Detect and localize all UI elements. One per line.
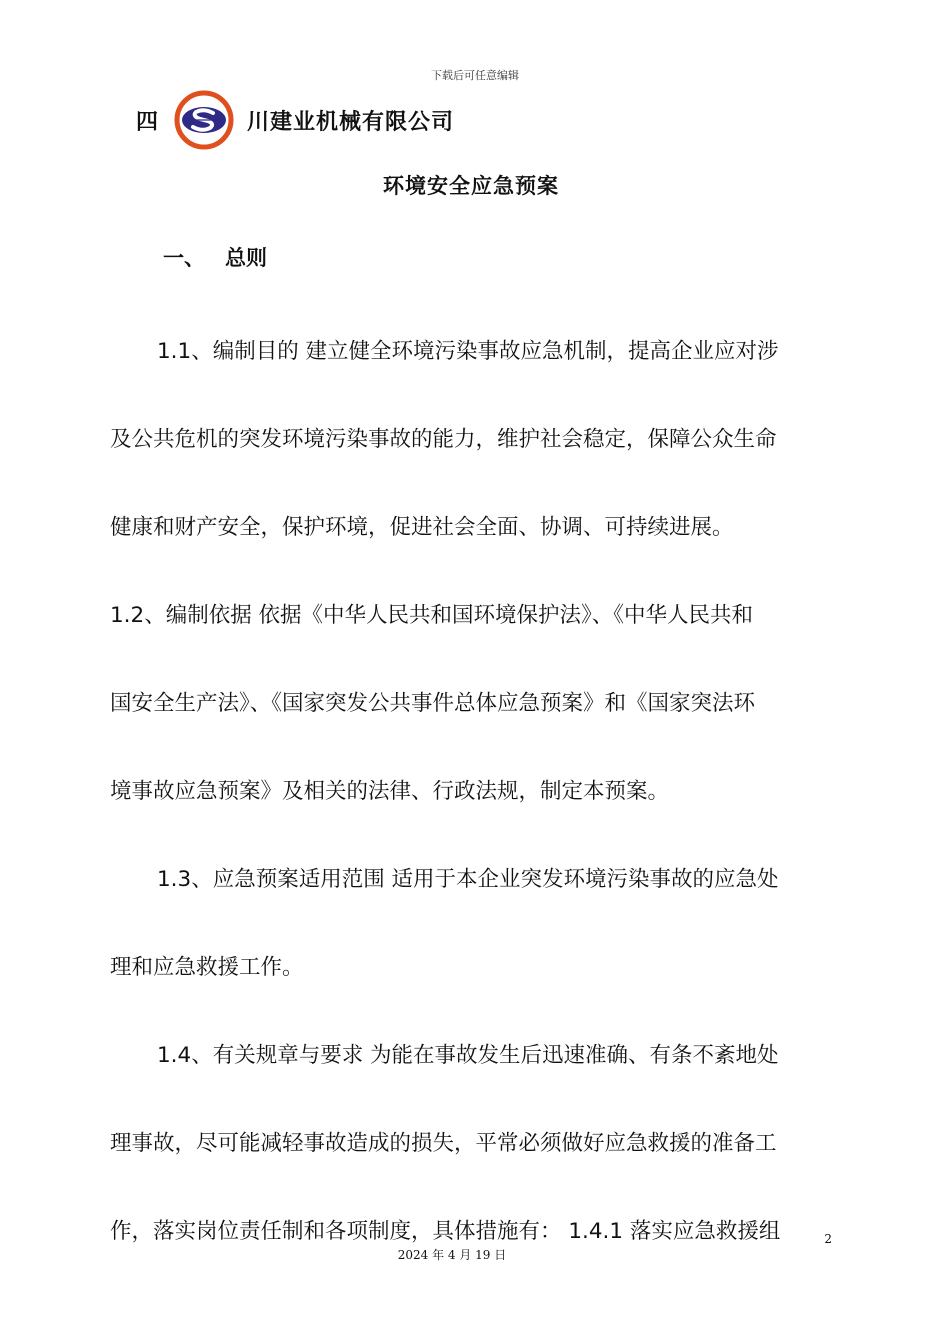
page-footer-date: 2024 年 4 月 19 日 (397, 1248, 507, 1262)
company-header (136, 88, 454, 152)
body-line: 1.4、有关规章与要求 为能在事故发生后迅速准确、有条不紊地处 (157, 1043, 779, 1068)
body-line: 1.3、应急预案适用范围 适用于本企业突发环境污染事故的应急处 (157, 867, 779, 892)
company-name-first-char: 四 (136, 109, 160, 135)
company-logo-icon (173, 89, 235, 151)
body-line: 健康和财产安全，保护环境，促进社会全面、协调、可持续进展。 (110, 515, 734, 540)
company-name-rest: 川建业机械有限公司 (247, 109, 455, 135)
body-line: 理事故，尽可能减轻事故造成的损失，平常必须做好应急救援的准备工 (110, 1131, 777, 1156)
body-line: 作，落实岗位责任制和各项制度，具体措施有： 1.4.1 落实应急救援组 (110, 1219, 781, 1244)
section-number: 一、 (163, 246, 205, 270)
page-header-note: 下载后可任意编辑 (431, 69, 519, 82)
body-line: 1.1、编制目的 建立健全环境污染事故应急机制，提高企业应对涉 (157, 339, 779, 364)
section-heading (163, 242, 267, 272)
body-line: 境事故应急预案》及相关的法律、行政法规，制定本预案。 (110, 779, 670, 804)
section-label: 总则 (225, 246, 267, 270)
body-line: 国安全生产法》、《国家突发公共事件总体应急预案》和《国家突法环 (110, 691, 756, 716)
document-title: 环境安全应急预案 (383, 174, 559, 198)
body-line: 及公共危机的突发环境污染事故的能力，维护社会稳定，保障公众生命 (110, 427, 777, 452)
body-line: 1.2、编制依据 依据《中华人民共和国环境保护法》、《中华人民共和 (110, 603, 754, 628)
page-number: 2 (824, 1232, 832, 1246)
body-line: 理和应急救援工作。 (110, 955, 304, 980)
body-text (110, 308, 832, 1276)
